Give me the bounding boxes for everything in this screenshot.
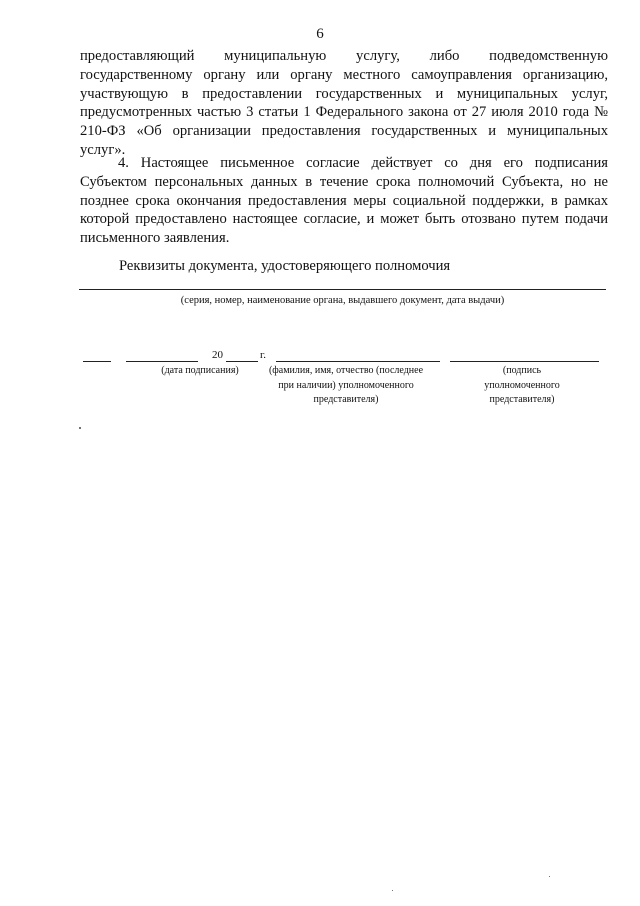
month-blank [126, 361, 198, 362]
scan-speck [392, 890, 393, 891]
document-requisites-line [79, 289, 606, 290]
scan-speck [549, 876, 550, 877]
year-prefix: 20 [212, 349, 223, 361]
paragraph-continuation: предоставляющий муниципальную услугу, либо подведомственную государственному органу или органу местного самоуправления организацию, участвующую в предоставлении государственных и муниципальных услуг, предусмотренных частью 3 статьи 1 Федерального закона от 27 июля 2010 года № 210-ФЗ «Об организации предоставления государственных и муниципальных услуг». [80, 48, 608, 158]
signature-blank [450, 361, 599, 362]
paragraph-consent-validity: 4. Настоящее письменное согласие действует со дня его подписания Субъектом персональных данных в течение срока полномочий Субъекта, но не позднее срока окончания предоставления меры социальной поддержки, в рамках которой предоставлено настоящее согласие, и может быть отозвано путем подачи письменного заявления. [80, 155, 608, 247]
day-blank [83, 361, 111, 362]
year-blank [226, 361, 258, 362]
representative-name-caption: (фамилия, имя, отчество (последнее при наличии) уполномоченного представителя) [268, 365, 424, 406]
document-requisites-caption: (серия, номер, наименование органа, выдавшего документ, дата выдачи) [180, 295, 505, 306]
date-caption: (дата подписания) [161, 365, 239, 376]
representative-name-blank [276, 361, 440, 362]
requisites-heading: Реквизиты документа, удостоверяющего полномочия [119, 258, 451, 274]
year-suffix: г. [260, 349, 267, 361]
signature-row [0, 346, 640, 362]
scan-speck [79, 427, 81, 429]
page-number: 6 [316, 26, 324, 42]
signature-caption: (подпись уполномоченного представителя) [484, 365, 560, 406]
